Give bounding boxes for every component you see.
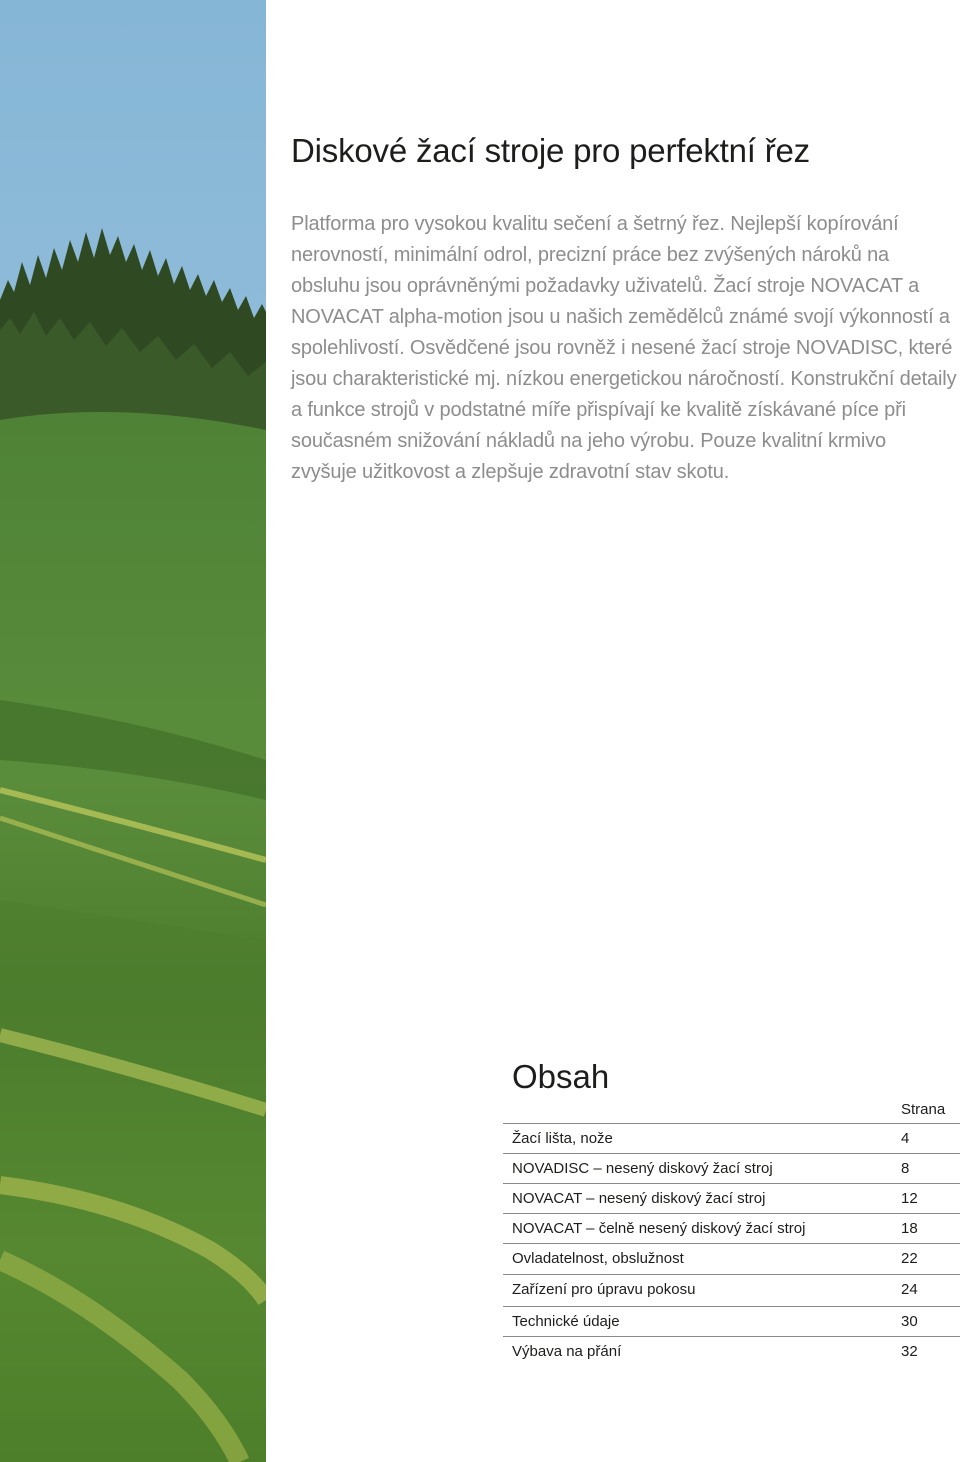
toc-item-page: 22 xyxy=(901,1250,918,1267)
toc-item-label: NOVACAT – čelně nesený diskový žací stroj xyxy=(512,1220,806,1237)
toc-title: Obsah xyxy=(512,1058,610,1095)
toc-page-column-header: Strana xyxy=(901,1101,946,1118)
toc-item-page: 4 xyxy=(901,1130,910,1147)
page-title: Diskové žací stroje pro perfektní řez xyxy=(291,132,810,169)
toc-item-novacat-front xyxy=(503,1213,960,1243)
toc-item-label: Ovladatelnost, obslužnost xyxy=(512,1250,684,1267)
toc-item-label: Zařízení pro úpravu pokosu xyxy=(512,1281,696,1298)
toc-item-page: 24 xyxy=(901,1281,918,1298)
toc-item-page: 18 xyxy=(901,1220,918,1237)
toc-item-novadisc xyxy=(503,1153,960,1183)
toc-list xyxy=(503,1123,960,1366)
toc-item-ovladatelnost xyxy=(503,1243,960,1274)
toc-item-page: 30 xyxy=(901,1313,918,1330)
toc-item-zarizeni xyxy=(503,1274,960,1306)
toc-item-page: 8 xyxy=(901,1160,910,1177)
toc-item-technicke-udaje xyxy=(503,1306,960,1336)
toc-item-label: Technické údaje xyxy=(512,1313,620,1330)
toc-item-label: NOVACAT – nesený diskový žací stroj xyxy=(512,1190,766,1207)
toc-item-page: 32 xyxy=(901,1343,918,1360)
toc-item-vybava xyxy=(503,1336,960,1366)
intro-paragraph: Platforma pro vysokou kvalitu sečení a šetrný řez. Nejlepší kopírování nerovností, minimální odrol, precizní práce bez zvýšených nároků na obsluhu jsou oprávněnými požadavky uživatelů. Žací stroje NOVACAT a NOVACAT alpha-motion jsou u našich zemědělců známé svojí výkonností a spolehlivostí. Osvědčené jsou rovněž i nesené žací stroje NOVADISC, které jsou charakteristické mj. nízkou energetickou náročností. Konstrukční detaily a funkce strojů v podstatné míře přispívají ke kvalitě získávané píce při současném snižování nákladů na jeho výrobu. Pouze kvalitní krmivo zvyšuje užitkovost a zlepšuje zdravotní stav skotu. xyxy=(291,213,957,483)
meadow-landscape-icon xyxy=(0,0,266,1462)
toc-item-label: Žací lišta, nože xyxy=(512,1130,613,1147)
toc-item-novacat xyxy=(503,1183,960,1213)
toc-item-page: 12 xyxy=(901,1190,918,1207)
toc-item-zaci-lista xyxy=(503,1123,960,1153)
toc-item-label: Výbava na přání xyxy=(512,1343,622,1360)
meadow-photo xyxy=(0,0,266,1462)
toc-item-label: NOVADISC – nesený diskový žací stroj xyxy=(512,1160,773,1177)
